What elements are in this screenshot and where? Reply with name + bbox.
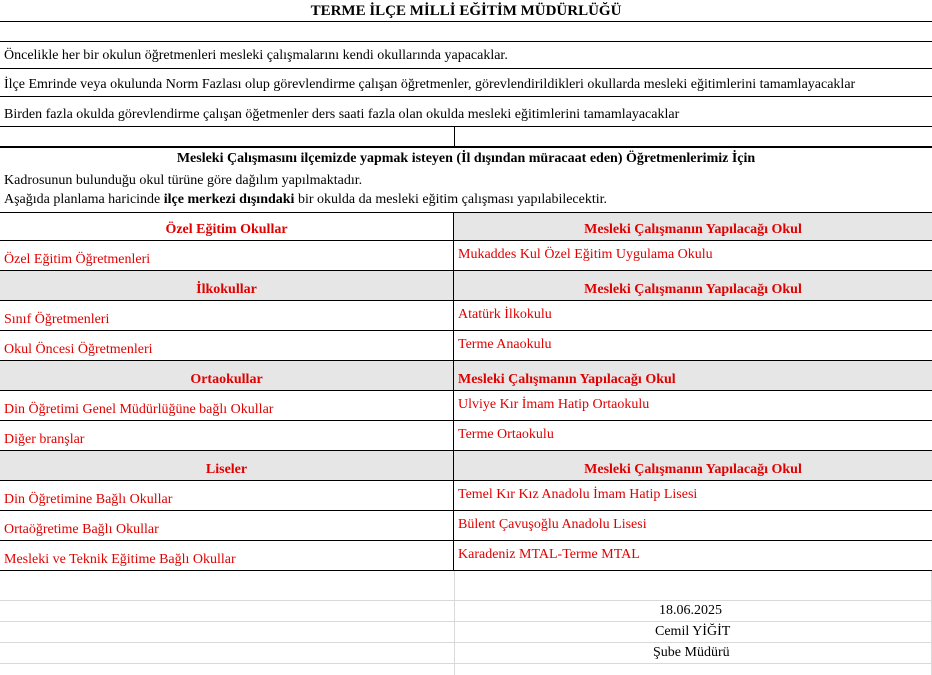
table-row — [0, 541, 932, 571]
note-row — [0, 69, 932, 97]
group-header-right: Mesleki Çalışmanın Yapılacağı Okul — [584, 222, 802, 237]
signature-role: Şube Müdürü — [653, 645, 730, 660]
assigned-school: Terme Anaokulu — [458, 337, 552, 352]
table-row — [0, 391, 932, 421]
assigned-school: Bülent Çavuşoğlu Anadolu Lisesi — [458, 517, 647, 532]
note-3: Birden fazla okulda görevlendirme çalışan öğetmenler ders saati fazla olan okulda mesleki eğitimlerini tamamlayacaklar — [4, 107, 680, 122]
note-1: Öncelikle her bir okulun öğretmenleri mesleki çalışmalarını kendi okullarında yapacaklar. — [4, 48, 508, 63]
assigned-school: Karadeniz MTAL-Terme MTAL — [458, 547, 640, 562]
table-row — [0, 481, 932, 511]
assigned-school: Temel Kır Kız Anadolu İmam Hatip Lisesi — [458, 487, 698, 502]
table-row — [0, 331, 932, 361]
group-header-row — [0, 271, 932, 301]
info-line-2 — [4, 192, 607, 208]
info-row — [0, 189, 932, 213]
teacher-group: Din Öğretimine Bağlı Okullar — [4, 492, 173, 507]
teacher-group: Mesleki ve Teknik Eğitime Bağlı Okullar — [4, 552, 236, 567]
signature-date: 18.06.2025 — [659, 603, 722, 618]
signature-row — [0, 643, 932, 664]
assigned-school: Terme Ortaokulu — [458, 427, 554, 442]
group-header-row — [0, 361, 932, 391]
note-2: İlçe Emrinde veya okulunda Norm Fazlası olup görevlendirme çalışan öğretmenler, görevlendirildikleri okullarda mesleki eğitimlerini tamamlayacaklar — [4, 77, 856, 92]
empty-row — [0, 571, 932, 601]
group-header-row — [0, 213, 932, 241]
info-line-2-end: bir okulda da mesleki eğitim çalışması yapılabilecektir. — [294, 192, 608, 207]
table-row — [0, 241, 932, 271]
teacher-group: Din Öğretimi Genel Müdürlüğüne bağlı Okullar — [4, 402, 274, 417]
section-heading: Mesleki Çalışmasını ilçemizde yapmak isteyen (İl dışından müracaat eden) Öğretmenlerimiz İçin — [176, 151, 756, 166]
table-row — [0, 421, 932, 451]
group-header-left: Ortaokullar — [190, 372, 263, 387]
assigned-school: Ulviye Kır İmam Hatip Ortaokulu — [458, 397, 650, 412]
info-line-2-start: Aşağıda planlama haricinde — [4, 192, 164, 207]
title-row — [0, 0, 932, 22]
group-header-right: Mesleki Çalışmanın Yapılacağı Okul — [458, 372, 676, 387]
teacher-group: Özel Eğitim Öğretmenleri — [4, 252, 151, 267]
info-row — [0, 169, 932, 191]
note-row — [0, 97, 932, 127]
table-row — [0, 511, 932, 541]
teacher-group: Sınıf Öğretmenleri — [4, 312, 110, 327]
table-row — [0, 301, 932, 331]
assigned-school: Atatürk İlkokulu — [458, 307, 552, 322]
group-header-left: Liseler — [205, 462, 248, 477]
info-line-1: Kadrosunun bulunduğu okul türüne göre dağılım yapılmaktadır. — [4, 173, 363, 188]
group-header-left: İlkokullar — [196, 282, 257, 297]
spacer-row — [0, 127, 932, 147]
teacher-group: Diğer branşlar — [4, 432, 85, 447]
teacher-group: Ortaöğretime Bağlı Okullar — [4, 522, 159, 537]
signature-name: Cemil YİĞİT — [655, 624, 731, 639]
blank-row — [0, 22, 932, 42]
note-row — [0, 42, 932, 69]
group-header-right: Mesleki Çalışmanın Yapılacağı Okul — [584, 462, 802, 477]
group-header-row — [0, 451, 932, 481]
signature-row — [0, 601, 932, 622]
empty-row — [0, 664, 932, 675]
teacher-group: Okul Öncesi Öğretmenleri — [4, 342, 153, 357]
group-header-right: Mesleki Çalışmanın Yapılacağı Okul — [584, 282, 802, 297]
info-line-2-emphasis: ilçe merkezi dışındaki — [163, 192, 295, 207]
page-title: TERME İLÇE MİLLİ EĞİTİM MÜDÜRLÜĞÜ — [310, 3, 622, 19]
group-header-left: Özel Eğitim Okullar — [165, 222, 288, 237]
section-heading-row — [0, 147, 932, 169]
signature-row — [0, 622, 932, 643]
assigned-school: Mukaddes Kul Özel Eğitim Uygulama Okulu — [458, 247, 713, 262]
